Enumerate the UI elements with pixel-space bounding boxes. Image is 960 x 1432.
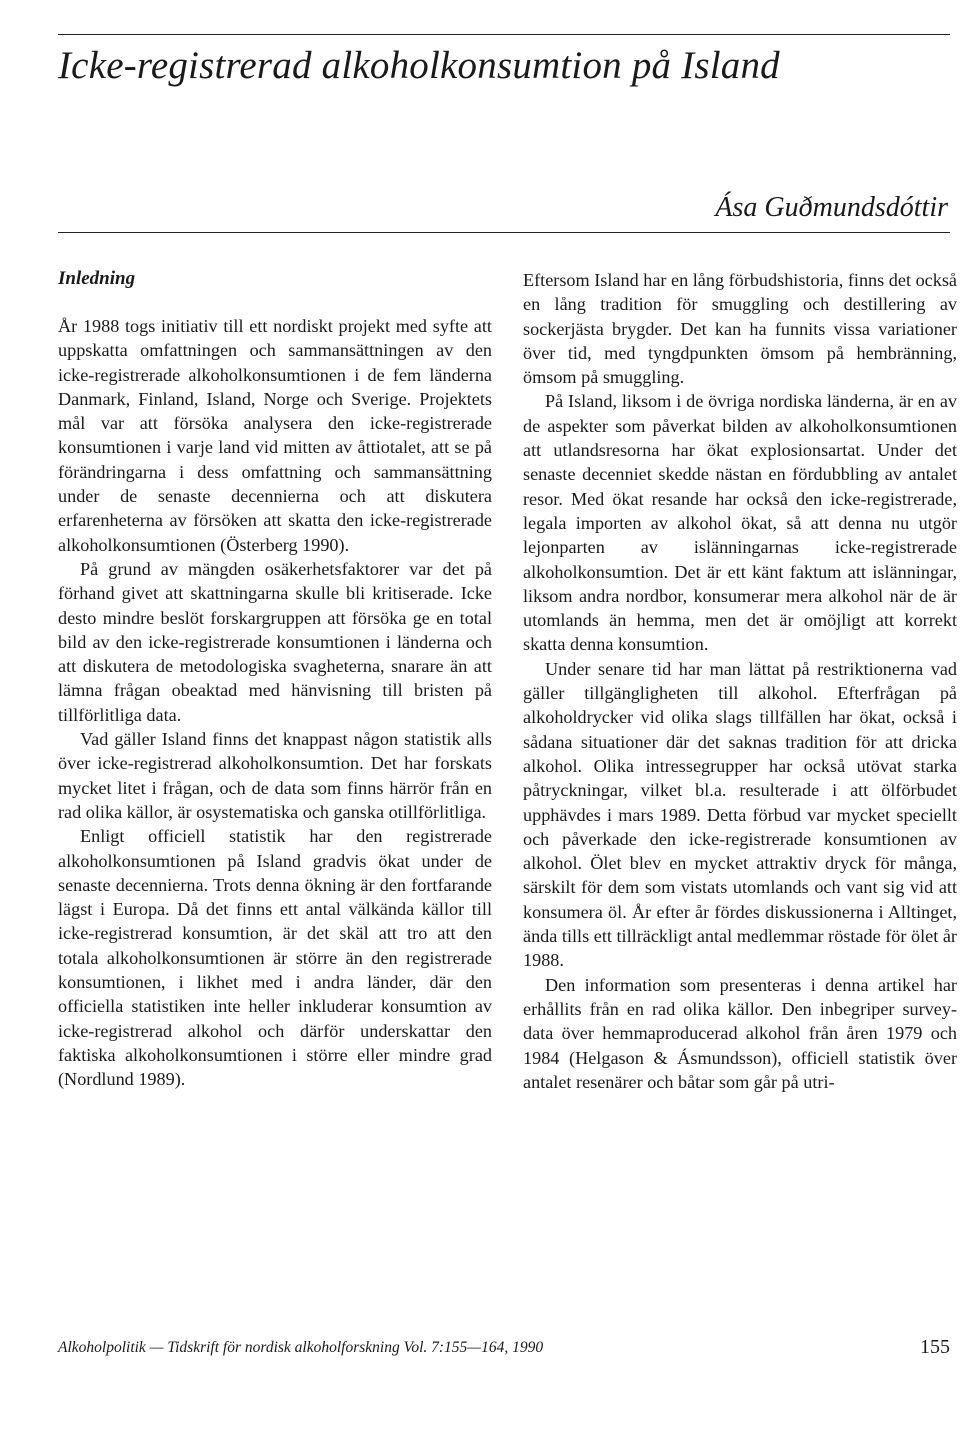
right-column <box>523 268 957 1094</box>
paragraph: År 1988 togs initiativ till ett nordiskt projekt med syfte att uppskatta omfattningen och sammansättningen av den icke-registrerade alkoholkonsumtionen i de fem länderna Danmark, Finland, Island, Norge och Sverige. Projektets mål var att försöka analysera den icke-registrerade konsumtionen i varje land vid mitten av åttiotalet, att se på förändringarna i dess omfattning och sammansättning under de senaste decennierna och att diskutera erfarenheterna av försöken att skatta den icke-registrerade alkoholkonsumtionen (Österberg 1990). <box>58 316 492 555</box>
paragraph: Eftersom Island har en lång förbudshistoria, finns det också en lång tradition för smuggling och destillering av sockerjästa brygder. Det kan ha funnits vissa variationer över tid, med tyngdpunkten ömsom på hembränning, ömsom på smuggling. <box>523 270 957 388</box>
author-name: Ása Guðmundsdóttir <box>715 192 948 223</box>
section-heading: Inledning <box>58 268 136 289</box>
paragraph: Vad gäller Island finns det knappast någon statistik alls över icke-registrerad alkoholkonsumtion. Det har forskats mycket litet i frågan, och de data som finns härrör från en rad olika källor, är osystematiska och ganska otillförlitliga. <box>58 729 492 822</box>
top-rule <box>58 34 950 35</box>
paragraph: På Island, liksom i de övriga nordiska länderna, är en av de aspekter som påverkat bilden av alkoholkonsumtionen att utlandsresorna har ökat explosionsartat. Under det senaste decenniet skedde nästan en fördubbling av antalet resor. Med ökat resande har också den icke-registrerade, legala importen av alkohol ökat, så att denna nu utgör lejonparten av islänningarnas icke-registrerade alkoholkonsumtion. Det är ett känt faktum att islänningar, liksom andra nordbor, konsumerar mera alkohol när de är utomlands än hemma, men det är omöjligt att korrekt skatta denna konsumtion. <box>523 391 957 655</box>
paragraph: Den information som presenteras i denna artikel har erhållits från en rad olika källor. Den inbegriper survey-data över hemmaproducerad alkohol från åren 1979 och 1984 (Helgason & Ásmundsson), officiell statistik över antalet resenärer och båtar som går på utri- <box>523 974 957 1092</box>
paragraph: Enligt officiell statistik har den registrerade alkoholkonsumtionen på Island gradvis ökat under de senaste decennierna. Trots denna ökning är den fortfarande lägst i Europa. Då det finns ett antal välkända källor till icke-registrerad konsumtion, är det skäl att tro att den totala alkoholkonsumtionen är större än den registrerade konsumtionen, i likhet med i andra länder, där den officiella statistiken inte heller inkluderar konsumtion av icke-registrerad alkohol och därför underskattar den faktiska alkoholkonsumtionen i större eller mindre grad (Nordlund 1989). <box>58 826 492 1090</box>
paragraph: På grund av mängden osäkerhetsfaktorer var det på förhand givet att skattningarna skulle bli kritiserade. Icke desto mindre beslöt forskargruppen att försöka ge en total bild av den icke-registrerade konsumtionen i länderna och att diskutera de metodologiska svagheterna, snarare än att lämna frågan obeaktad med hänvisning till bristen på tillförlitliga data. <box>58 558 492 725</box>
left-column <box>58 268 492 1092</box>
page-number: 155 <box>920 1336 950 1358</box>
page-footer <box>58 1336 950 1362</box>
paragraph: Under senare tid har man lättat på restriktionerna vad gäller tillgängligheten till alkohol. Efterfrågan på alkoholdrycker vid olika slags tillfällen har ökat, också i sådana situationer där det saknas tradition för att dricka alkohol. Olika intressegrupper har också utövat starka påtryckningar, vilket bl.a. resulterade i att ölförbudet upphävdes i mars 1989. Detta förbud var mycket speciellt och påverkade den icke-registrerade konsumtionen av alkohol. Ölet blev en mycket attraktiv dryck för många, särskilt för dem som vistats utomlands och vant sig vid att konsumera öl. År efter år fördes diskussionerna i Alltinget, ända tills ett tillräckligt antal medlemmar röstade för ölet år 1988. <box>523 658 957 971</box>
header-rule <box>58 232 950 233</box>
article-title: Icke-registrerad alkoholkonsumtion på Island <box>58 44 780 87</box>
journal-citation: Alkoholpolitik — Tidskrift för nordisk alkoholforskning Vol. 7:155—164, 1990 <box>58 1339 544 1356</box>
